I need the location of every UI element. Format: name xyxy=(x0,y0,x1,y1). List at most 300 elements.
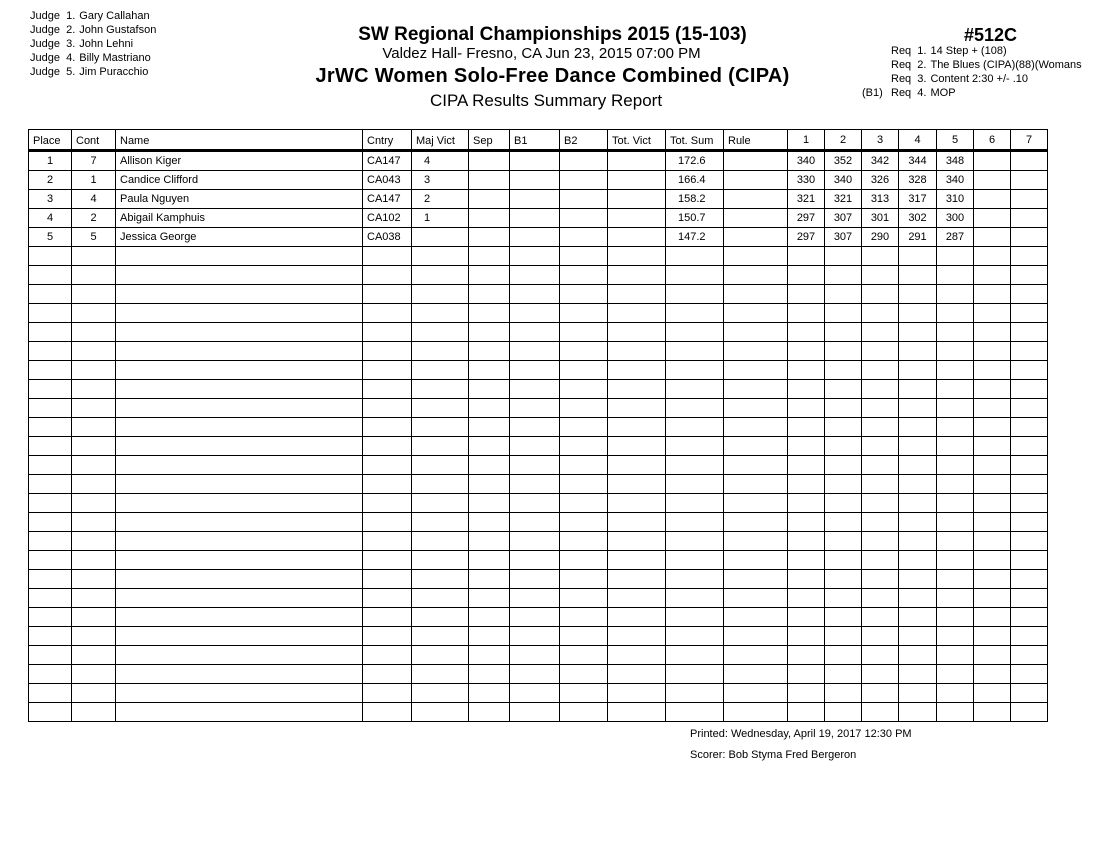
table-cell xyxy=(469,532,510,551)
table-cell xyxy=(412,361,469,380)
table-cell xyxy=(363,513,412,532)
table-cell: 1 xyxy=(412,209,469,228)
table-cell xyxy=(412,627,469,646)
table-cell xyxy=(116,456,363,475)
table-cell xyxy=(974,285,1011,304)
table-cell xyxy=(862,304,899,323)
table-cell xyxy=(862,361,899,380)
table-cell xyxy=(560,380,608,399)
table-cell xyxy=(899,437,937,456)
table-cell xyxy=(29,266,72,285)
table-cell xyxy=(825,399,862,418)
table-cell xyxy=(412,703,469,722)
table-cell xyxy=(666,399,724,418)
table-cell xyxy=(29,342,72,361)
empty-table-row xyxy=(29,342,1048,361)
table-cell xyxy=(469,399,510,418)
table-row xyxy=(29,209,1048,228)
table-cell xyxy=(899,513,937,532)
table-cell xyxy=(788,380,825,399)
table-cell xyxy=(72,646,116,665)
table-cell: CA102 xyxy=(363,209,412,228)
table-cell xyxy=(469,589,510,608)
table-cell xyxy=(666,665,724,684)
table-cell xyxy=(29,665,72,684)
table-cell: 291 xyxy=(899,228,937,247)
table-cell xyxy=(363,684,412,703)
table-cell xyxy=(29,361,72,380)
table-cell xyxy=(116,285,363,304)
table-cell xyxy=(560,570,608,589)
table-cell xyxy=(724,570,788,589)
table-cell xyxy=(363,608,412,627)
table-cell xyxy=(974,247,1011,266)
table-cell xyxy=(560,266,608,285)
table-cell xyxy=(469,513,510,532)
table-cell xyxy=(510,418,560,437)
table-cell xyxy=(363,475,412,494)
table-cell xyxy=(1011,380,1048,399)
table-cell xyxy=(412,437,469,456)
table-cell xyxy=(666,380,724,399)
empty-table-row xyxy=(29,475,1048,494)
table-cell xyxy=(974,418,1011,437)
table-cell xyxy=(825,513,862,532)
table-cell xyxy=(412,304,469,323)
judge-label: Judge 3. xyxy=(30,38,76,50)
table-cell xyxy=(510,171,560,190)
table-cell xyxy=(666,684,724,703)
column-header: 5 xyxy=(937,130,974,151)
table-cell xyxy=(666,437,724,456)
table-cell xyxy=(937,684,974,703)
table-cell xyxy=(608,437,666,456)
table-cell: 300 xyxy=(937,209,974,228)
table-cell xyxy=(724,646,788,665)
table-cell xyxy=(608,418,666,437)
table-cell xyxy=(469,627,510,646)
table-cell xyxy=(899,665,937,684)
table-cell xyxy=(510,266,560,285)
table-cell xyxy=(899,456,937,475)
table-cell xyxy=(825,437,862,456)
table-cell xyxy=(724,190,788,209)
table-cell xyxy=(469,361,510,380)
table-cell: 5 xyxy=(72,228,116,247)
table-cell xyxy=(724,513,788,532)
empty-table-row xyxy=(29,589,1048,608)
table-cell: 310 xyxy=(937,190,974,209)
table-cell xyxy=(510,494,560,513)
table-cell xyxy=(412,665,469,684)
table-cell xyxy=(116,380,363,399)
column-header: 4 xyxy=(899,130,937,151)
table-cell xyxy=(974,437,1011,456)
judge-label: Judge 4. xyxy=(30,52,76,64)
table-cell xyxy=(1011,247,1048,266)
table-cell xyxy=(560,703,608,722)
table-cell xyxy=(974,323,1011,342)
table-cell xyxy=(862,437,899,456)
table-cell xyxy=(724,361,788,380)
table-cell xyxy=(862,608,899,627)
table-cell xyxy=(1011,665,1048,684)
table-cell xyxy=(666,551,724,570)
empty-table-row xyxy=(29,703,1048,722)
table-cell: Abigail Kamphuis xyxy=(116,209,363,228)
table-cell xyxy=(363,342,412,361)
report-title: CIPA Results Summary Report xyxy=(429,91,663,110)
table-cell xyxy=(72,513,116,532)
table-cell xyxy=(825,323,862,342)
table-cell xyxy=(560,532,608,551)
table-cell xyxy=(724,589,788,608)
table-cell xyxy=(608,646,666,665)
table-cell xyxy=(510,684,560,703)
table-cell xyxy=(1011,646,1048,665)
column-header: 2 xyxy=(825,130,862,151)
event-title: JrWC Women Solo-Free Dance Combined (CIPA) xyxy=(315,65,790,87)
table-cell xyxy=(724,665,788,684)
table-cell xyxy=(560,342,608,361)
table-cell xyxy=(825,703,862,722)
competition-title: SW Regional Championships 2015 (15-103) xyxy=(358,24,747,45)
table-cell xyxy=(724,247,788,266)
table-cell xyxy=(937,418,974,437)
judge-name: Gary Callahan xyxy=(79,10,150,22)
table-cell xyxy=(666,608,724,627)
table-cell xyxy=(825,608,862,627)
table-cell xyxy=(412,570,469,589)
table-cell xyxy=(788,532,825,551)
table-cell: 290 xyxy=(862,228,899,247)
table-cell: 2 xyxy=(72,209,116,228)
table-cell xyxy=(724,171,788,190)
table-cell xyxy=(510,570,560,589)
table-cell xyxy=(937,665,974,684)
table-cell xyxy=(788,456,825,475)
table-cell xyxy=(666,247,724,266)
requirement-label: Req 4. xyxy=(891,87,927,99)
table-cell xyxy=(469,456,510,475)
table-cell xyxy=(937,551,974,570)
table-cell xyxy=(560,418,608,437)
table-cell xyxy=(560,665,608,684)
table-cell: 328 xyxy=(899,171,937,190)
requirement-entry xyxy=(862,72,1082,86)
table-cell xyxy=(29,551,72,570)
table-cell xyxy=(29,703,72,722)
table-cell xyxy=(788,703,825,722)
table-cell xyxy=(560,589,608,608)
table-cell xyxy=(412,285,469,304)
table-cell xyxy=(724,551,788,570)
table-cell xyxy=(116,342,363,361)
table-cell xyxy=(469,418,510,437)
table-cell xyxy=(469,151,510,171)
empty-table-row xyxy=(29,532,1048,551)
table-cell xyxy=(937,703,974,722)
table-cell xyxy=(608,475,666,494)
table-cell xyxy=(788,247,825,266)
table-cell xyxy=(560,437,608,456)
table-cell xyxy=(116,703,363,722)
table-cell xyxy=(974,399,1011,418)
table-cell xyxy=(510,323,560,342)
table-cell: 321 xyxy=(825,190,862,209)
table-cell xyxy=(469,247,510,266)
table-cell: Candice Clifford xyxy=(116,171,363,190)
table-cell xyxy=(72,608,116,627)
table-cell xyxy=(29,304,72,323)
table-cell xyxy=(412,646,469,665)
table-cell xyxy=(1011,703,1048,722)
table-cell xyxy=(363,266,412,285)
table-cell xyxy=(825,418,862,437)
table-cell xyxy=(825,456,862,475)
table-cell: Paula Nguyen xyxy=(116,190,363,209)
table-cell xyxy=(724,684,788,703)
table-cell xyxy=(29,456,72,475)
table-cell xyxy=(974,228,1011,247)
table-cell xyxy=(1011,437,1048,456)
table-cell xyxy=(899,608,937,627)
table-cell xyxy=(974,151,1011,171)
table-cell: 313 xyxy=(862,190,899,209)
table-cell xyxy=(560,475,608,494)
table-cell xyxy=(937,608,974,627)
table-cell xyxy=(974,646,1011,665)
table-cell xyxy=(608,285,666,304)
table-cell xyxy=(412,228,469,247)
table-cell xyxy=(666,532,724,551)
table-cell xyxy=(608,323,666,342)
table-cell xyxy=(974,266,1011,285)
table-cell xyxy=(116,646,363,665)
table-cell xyxy=(363,646,412,665)
table-cell xyxy=(724,627,788,646)
table-cell xyxy=(560,513,608,532)
table-cell xyxy=(862,418,899,437)
table-cell xyxy=(974,684,1011,703)
table-cell: 326 xyxy=(862,171,899,190)
table-cell xyxy=(1011,532,1048,551)
table-cell xyxy=(29,570,72,589)
table-cell xyxy=(899,684,937,703)
table-cell xyxy=(974,304,1011,323)
table-cell xyxy=(899,247,937,266)
column-header: Sep xyxy=(469,130,510,151)
table-cell xyxy=(363,627,412,646)
table-cell xyxy=(29,380,72,399)
table-cell: 348 xyxy=(937,151,974,171)
table-cell xyxy=(116,266,363,285)
table-cell xyxy=(825,627,862,646)
empty-table-row xyxy=(29,570,1048,589)
table-cell xyxy=(608,513,666,532)
judge-label: Judge 1. xyxy=(30,10,76,22)
table-cell xyxy=(29,589,72,608)
table-cell xyxy=(560,228,608,247)
column-header: Maj Vict xyxy=(412,130,469,151)
column-header: Tot. Sum xyxy=(666,130,724,151)
table-cell xyxy=(363,418,412,437)
empty-table-row xyxy=(29,418,1048,437)
table-cell xyxy=(666,285,724,304)
table-cell xyxy=(72,266,116,285)
table-cell xyxy=(560,551,608,570)
table-cell: 340 xyxy=(825,171,862,190)
table-cell xyxy=(899,380,937,399)
table-cell xyxy=(1011,418,1048,437)
table-cell xyxy=(666,342,724,361)
empty-table-row xyxy=(29,247,1048,266)
table-cell: 317 xyxy=(899,190,937,209)
column-header: 1 xyxy=(788,130,825,151)
table-cell xyxy=(666,646,724,665)
table-cell xyxy=(724,285,788,304)
table-cell xyxy=(608,494,666,513)
table-cell xyxy=(29,532,72,551)
table-cell xyxy=(363,456,412,475)
table-cell xyxy=(974,589,1011,608)
table-cell xyxy=(72,494,116,513)
table-cell xyxy=(724,475,788,494)
table-cell: 297 xyxy=(788,228,825,247)
table-cell xyxy=(412,342,469,361)
table-cell xyxy=(608,190,666,209)
table-cell xyxy=(788,266,825,285)
table-cell xyxy=(116,589,363,608)
table-cell xyxy=(469,665,510,684)
table-cell xyxy=(899,532,937,551)
table-cell xyxy=(899,703,937,722)
table-cell xyxy=(825,342,862,361)
table-cell xyxy=(412,266,469,285)
table-row xyxy=(29,171,1048,190)
table-cell xyxy=(72,437,116,456)
table-cell xyxy=(412,608,469,627)
table-cell xyxy=(937,266,974,285)
printed-date: Printed: Wednesday, April 19, 2017 12:30 PM xyxy=(690,728,912,740)
table-cell xyxy=(1011,570,1048,589)
requirement-label: Req 3. xyxy=(891,73,927,85)
empty-table-row xyxy=(29,646,1048,665)
requirement-entry xyxy=(862,86,1082,100)
table-cell xyxy=(608,266,666,285)
table-cell: 147.2 xyxy=(666,228,724,247)
table-cell: 340 xyxy=(937,171,974,190)
table-cell xyxy=(825,665,862,684)
table-cell xyxy=(363,494,412,513)
column-header: Place xyxy=(29,130,72,151)
table-cell xyxy=(363,285,412,304)
empty-table-row xyxy=(29,323,1048,342)
table-cell xyxy=(899,646,937,665)
table-cell xyxy=(560,285,608,304)
table-cell xyxy=(825,684,862,703)
table-cell xyxy=(116,551,363,570)
table-cell xyxy=(1011,513,1048,532)
table-cell xyxy=(788,475,825,494)
table-cell xyxy=(862,551,899,570)
table-cell xyxy=(937,399,974,418)
table-cell xyxy=(788,684,825,703)
table-cell xyxy=(560,608,608,627)
table-cell: 352 xyxy=(825,151,862,171)
table-cell xyxy=(510,646,560,665)
table-cell xyxy=(116,399,363,418)
table-cell xyxy=(560,209,608,228)
table-cell xyxy=(510,551,560,570)
table-cell xyxy=(510,703,560,722)
table-cell xyxy=(116,532,363,551)
table-cell xyxy=(72,247,116,266)
table-cell: 3 xyxy=(29,190,72,209)
table-cell xyxy=(1011,209,1048,228)
table-cell xyxy=(510,475,560,494)
table-cell xyxy=(825,551,862,570)
table-cell xyxy=(862,266,899,285)
table-cell xyxy=(469,228,510,247)
requirement-prefix: (B1) xyxy=(862,87,883,99)
table-cell: 2 xyxy=(412,190,469,209)
table-cell xyxy=(72,361,116,380)
results-table xyxy=(28,129,1048,722)
table-cell xyxy=(666,456,724,475)
table-cell xyxy=(862,323,899,342)
table-cell xyxy=(724,399,788,418)
table-cell xyxy=(899,494,937,513)
judge-label: Judge 5. xyxy=(30,66,76,78)
table-cell xyxy=(862,494,899,513)
table-cell xyxy=(1011,151,1048,171)
table-cell xyxy=(412,589,469,608)
table-cell: 340 xyxy=(788,151,825,171)
table-cell: 158.2 xyxy=(666,190,724,209)
table-cell xyxy=(788,646,825,665)
table-cell xyxy=(608,570,666,589)
table-cell xyxy=(666,266,724,285)
judge-entry xyxy=(30,9,156,23)
table-cell xyxy=(974,361,1011,380)
table-cell xyxy=(116,247,363,266)
table-cell xyxy=(608,247,666,266)
table-cell xyxy=(788,627,825,646)
table-cell xyxy=(937,380,974,399)
table-cell xyxy=(116,665,363,684)
table-cell xyxy=(29,684,72,703)
table-cell xyxy=(116,513,363,532)
table-cell xyxy=(974,190,1011,209)
table-cell xyxy=(1011,551,1048,570)
table-cell xyxy=(510,380,560,399)
table-cell xyxy=(72,475,116,494)
table-cell: 5 xyxy=(29,228,72,247)
table-cell xyxy=(510,532,560,551)
table-row xyxy=(29,190,1048,209)
table-cell xyxy=(363,323,412,342)
table-cell xyxy=(724,380,788,399)
table-cell xyxy=(29,608,72,627)
table-cell xyxy=(29,646,72,665)
table-cell xyxy=(862,399,899,418)
table-cell xyxy=(862,703,899,722)
table-cell xyxy=(788,608,825,627)
table-cell xyxy=(469,285,510,304)
table-cell xyxy=(899,399,937,418)
table-cell xyxy=(1011,494,1048,513)
